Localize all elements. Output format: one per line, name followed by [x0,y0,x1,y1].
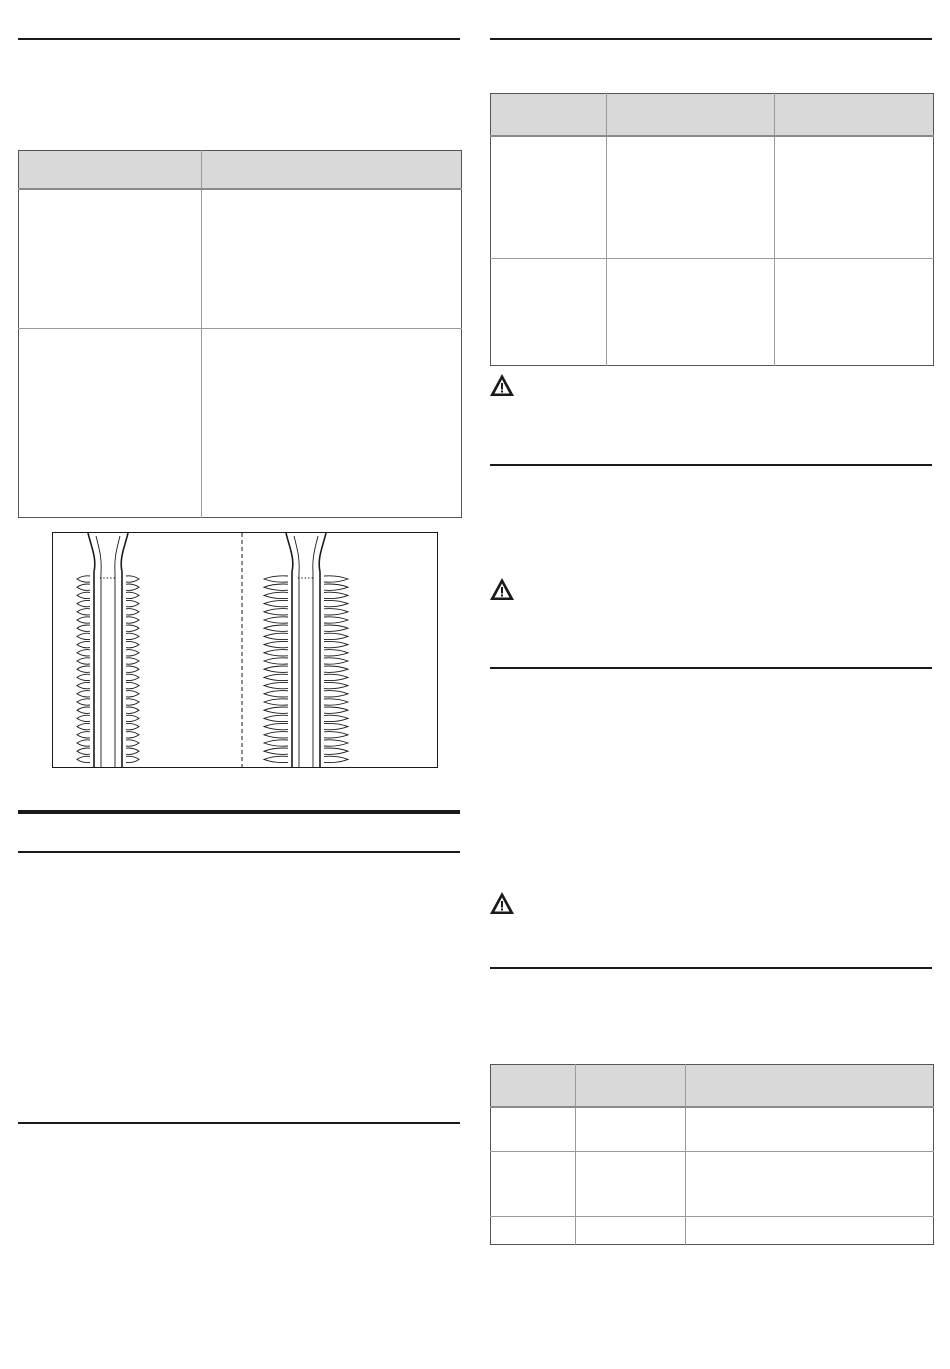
section-rule [18,1122,460,1124]
stitch-illustration [52,532,438,768]
table-cell [202,189,462,329]
table-cell [19,329,202,518]
table-cell [607,136,775,259]
section-rule-heavy [18,810,460,814]
table-header-cell [607,94,775,136]
table-cell [576,1217,686,1245]
table-header-cell [686,1065,934,1107]
table-cell [607,259,775,366]
warning-icon [489,891,515,915]
table-header-row [491,1065,934,1107]
table-header-cell [491,94,607,136]
table-row [19,329,462,518]
table-cell [576,1152,686,1217]
table-cell [576,1107,686,1152]
table-header-cell [491,1065,576,1107]
section-rule [18,851,460,853]
table-cell [686,1107,934,1152]
table-cell [491,1152,576,1217]
table-header-cell [576,1065,686,1107]
section-rule [490,667,932,669]
table-header-row [491,94,934,136]
table-header-row [19,151,462,189]
table-cell [775,136,934,259]
table-cell [686,1217,934,1245]
table-cell [491,136,607,259]
table-row [491,1152,934,1217]
table-cell [491,1107,576,1152]
table-header-cell [19,151,202,189]
left-table [18,150,462,518]
table-row [491,136,934,259]
table-cell [202,329,462,518]
section-rule-top-left [18,38,460,40]
section-rule [490,967,932,969]
warning-icon [489,577,515,601]
section-rule [490,464,932,466]
table-cell [686,1152,934,1217]
table-cell [491,1217,576,1245]
table-row [19,189,462,329]
table-header-cell [202,151,462,189]
table-header-cell [775,94,934,136]
table-row [491,1217,934,1245]
right-top-table [490,93,934,366]
right-bottom-table [490,1064,934,1245]
table-cell [491,259,607,366]
table-cell [775,259,934,366]
warning-icon [489,373,515,397]
table-cell [19,189,202,329]
table-row [491,1107,934,1152]
table-row [491,259,934,366]
section-rule-top-right [490,38,932,40]
